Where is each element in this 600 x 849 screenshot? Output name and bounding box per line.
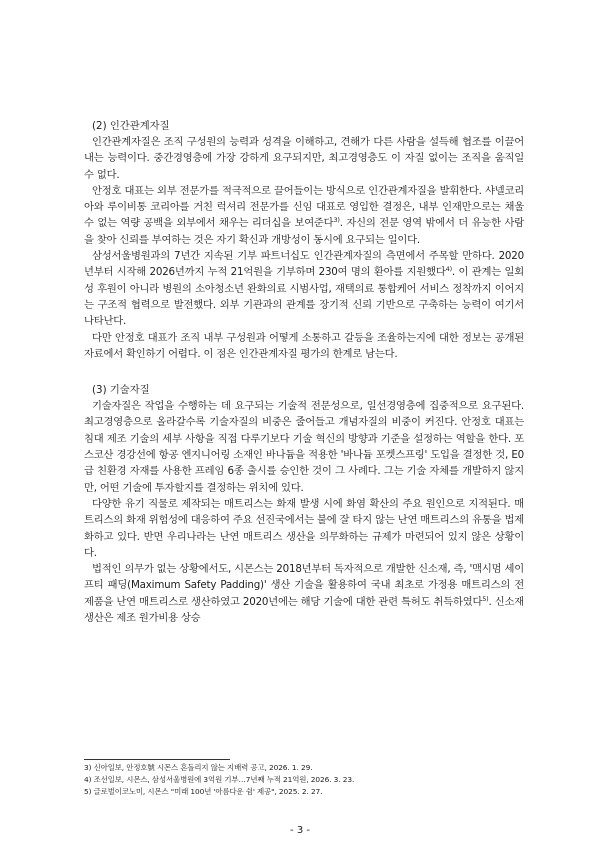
footnote: 4) 조선일보, 시몬스, 삼성서울병원에 3억원 기부…7년째 누적 21억원, 2026. 3. 23.: [84, 775, 355, 784]
footnote: 3) 신아일보, 안정호號 시몬스 혼돌리지 않는 지배력 공고, 2026. 1. 29.: [84, 763, 313, 772]
section-heading: (2) 인간관계자질: [92, 120, 170, 132]
body-content: [84, 118, 524, 626]
footnote-ref[interactable]: 3): [333, 216, 340, 225]
paragraph: 안정호 대표는 외부 전문가를 적극적으로 끌어들이는 방식으로 인간관계자질을 발휘한다. 샤넬코리아와 루이비통 코리아를 거친 럭셔리 전문가를 신임 대표로 영입한 결정은, 내부 인재만으로는 채울 수 없는 역량 공백을 외부에서 채우는 리더십을 보여준다$^{3)}$. 자신의 전문 영역 밖에서 더 유능한 사람을 찾아 신뢰를 부여하는 것은 자기 확신과 개방성이 동시에 요구되는 일이다.: [84, 184, 524, 246]
paragraph: 다만 안정호 대표가 조직 내부 구성원과 어떻게 소통하고 갈등을 조율하는지에 대한 정보는 공개된 자료에서 확인하기 어렵다. 이 점은 인간관계자질 평가의 한계로 남는다.: [84, 331, 524, 360]
section-human-skill: [84, 118, 524, 362]
footnote: 5) 글로벌이코노미, 시몬스 "미래 100년 '아름다운 쉼' 제공", 2025. 2. 27.: [84, 787, 323, 796]
footnote-ref[interactable]: 5): [482, 594, 489, 603]
section-heading: (3) 기술자질: [92, 384, 150, 397]
page-number: - 3 -: [290, 825, 310, 836]
paragraph: 기술자질은 작업을 수행하는 데 요구되는 기술적 전문성으로, 일선경영층에 집중적으로 요구된다. 최고경영층으로 올라갈수록 기술자질의 비중은 줄어들고 개념자질의 비중이 커진다. 안정호 대표는 침대 제조 기술의 세부 사항을 직접 다루기보다 기술 혁신의 방향과 기준을 설정하는 역할을 한다. 포스코산 경강선에 항공 엔지니어링 소재인 바나듐을 적용한 '바나듐 포켓스프링' 도입을 결정한 것, E0급 친환경 자재를 사용한 프레임 6종 출시를 승인한 것이 그 사례다. 그는 기술 자체를 개발하지 않지만, 어떤 기술에 투자할지를 결정하는 위치에 있다.: [84, 400, 524, 494]
section-spacer: [84, 362, 524, 382]
footnotes: [84, 762, 524, 798]
footnote-ref[interactable]: 4): [445, 265, 452, 274]
paragraph: 다양한 유기 직물로 제작되는 매트리스는 화재 발생 시에 화염 확산의 주요 원인으로 지적된다. 매트리스의 화재 위험성에 대응하여 주요 선진국에서는 불에 잘 타지 않는 난연 매트리스의 유통을 법제화하고 있다. 반면 우리나라는 난연 매트리스 생산을 의무화하는 규제가 마련되어 있지 않은 상황이다.: [84, 497, 524, 559]
paragraph: 법적인 의무가 없는 상황에서도, 시몬스는 2018년부터 독자적으로 개발한 신소재, 즉, '맥시멈 세이프티 패딩(Maximum Safety Padding)' 생산 기술을 활용하여 국내 최초로 가정용 매트리스의 전 제품을 난연 매트리스로 생산하였고 2020년에는 해당 기술에 대한 관련 특허도 취득하였다$^{5)}$. 신소재 생산은 제조 원가비용 상승: [84, 563, 524, 625]
paragraph: 삼성서울병원과의 7년간 지속된 기부 파트너십도 인간관계자질의 측면에서 주목할 만하다. 2020년부터 시작해 2026년까지 누적 21억원을 기부하며 230여 명의 환아를 지원했다$^{4)}$. 이 관계는 일회성 후원이 아니라 병원의 소아청소년 완화의료 시범사업, 재택의료 통합케어 서비스 정착까지 이어지는 구조적 협력으로 발전했다. 외부 기관과의 관계를 장기적 신뢰 기반으로 구축하는 능력이 여기서 나타난다.: [84, 250, 524, 328]
footnote-divider: [84, 759, 230, 760]
section-technical-skill: [84, 382, 524, 626]
paragraph: 인간관계자질은 조직 구성원의 능력과 성격을 이해하고, 견해가 다른 사람을 설득해 협조를 이끌어내는 능력이다. 중간경영층에 가장 강하게 요구되지만, 최고경영층도 이 자질 없이는 조직을 움직일 수 없다.: [84, 136, 524, 181]
